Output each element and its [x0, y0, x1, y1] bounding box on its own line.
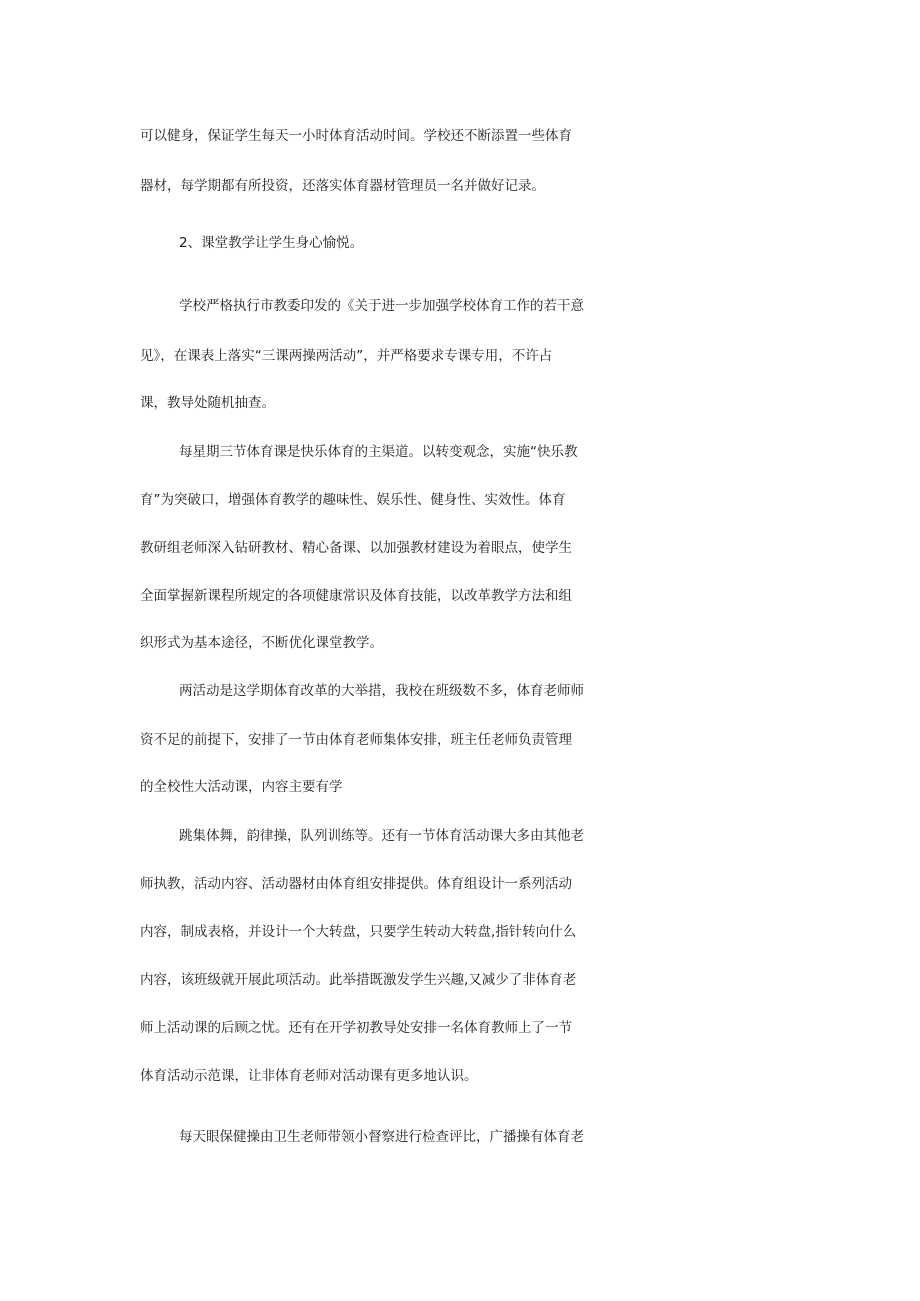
- text-line: 每天眼保健操由卫生老师带领小督察进行检查评比，广播操有体育老: [179, 1129, 584, 1145]
- section-heading: 2、课堂教学让学生身心愉悦。: [179, 235, 364, 251]
- text-line: 教研组老师深入钻研教材、精心备课、以加强教材建设为着眼点，使学生: [140, 540, 572, 556]
- text-line: 育”为突破口，增强体育教学的趣味性、娱乐性、健身性、实效性。体育: [140, 492, 566, 508]
- text-line: 可以健身，保证学生每天一小时体育活动时间。学校还不断添置一些体育: [140, 128, 572, 144]
- text-line: 学校严格执行市教委印发的《关于进一步加强学校体育工作的若干意: [179, 298, 584, 314]
- text-line: 资不足的前提下，安排了一节由体育老师集体安排，班主任老师负责管理: [140, 732, 572, 748]
- text-line: 的全校性大活动课，内容主要有学: [140, 779, 343, 795]
- text-line: 内容，该班级就开展此项活动。此举措既激发学生兴趣,又减少了非体育老: [140, 972, 577, 988]
- text-line: 内容，制成表格，并设计一个大转盘，只要学生转动大转盘,指针转向什么: [140, 924, 577, 940]
- text-line: 跳集体舞，韵律操，队列训练等。还有一节体育活动课大多由其他老: [179, 828, 584, 844]
- text-line: 全面掌握新课程所规定的各项健康常识及体育技能，以改革教学方法和组: [140, 588, 572, 604]
- text-line: 师执教，活动内容、活动器材由体育组安排提供。体育组设计一系列活动: [140, 876, 572, 892]
- text-line: 师上活动课的后顾之忧。还有在开学初教导处安排一名体育教师上了一节: [140, 1020, 572, 1036]
- text-line: 两活动是这学期体育改革的大举措，我校在班级数不多，体育老师师: [179, 683, 584, 699]
- text-line: 体育活动示范课，让非体育老师对活动课有更多地认识。: [140, 1068, 478, 1084]
- text-line: 课，教导处随机抽查。: [140, 395, 275, 411]
- text-line: 见》，在课表上落实“三课两操两活动”，并严格要求专课专用，不许占: [140, 348, 553, 364]
- text-line: 器材，每学期都有所投资，还落实体育器材管理员一名并做好记录。: [140, 178, 545, 194]
- text-line: 织形式为基本途径，不断优化课堂教学。: [140, 635, 383, 651]
- text-line: 每星期三节体育课是快乐体育的主渠道。以转变观念，实施“快乐教: [179, 444, 578, 460]
